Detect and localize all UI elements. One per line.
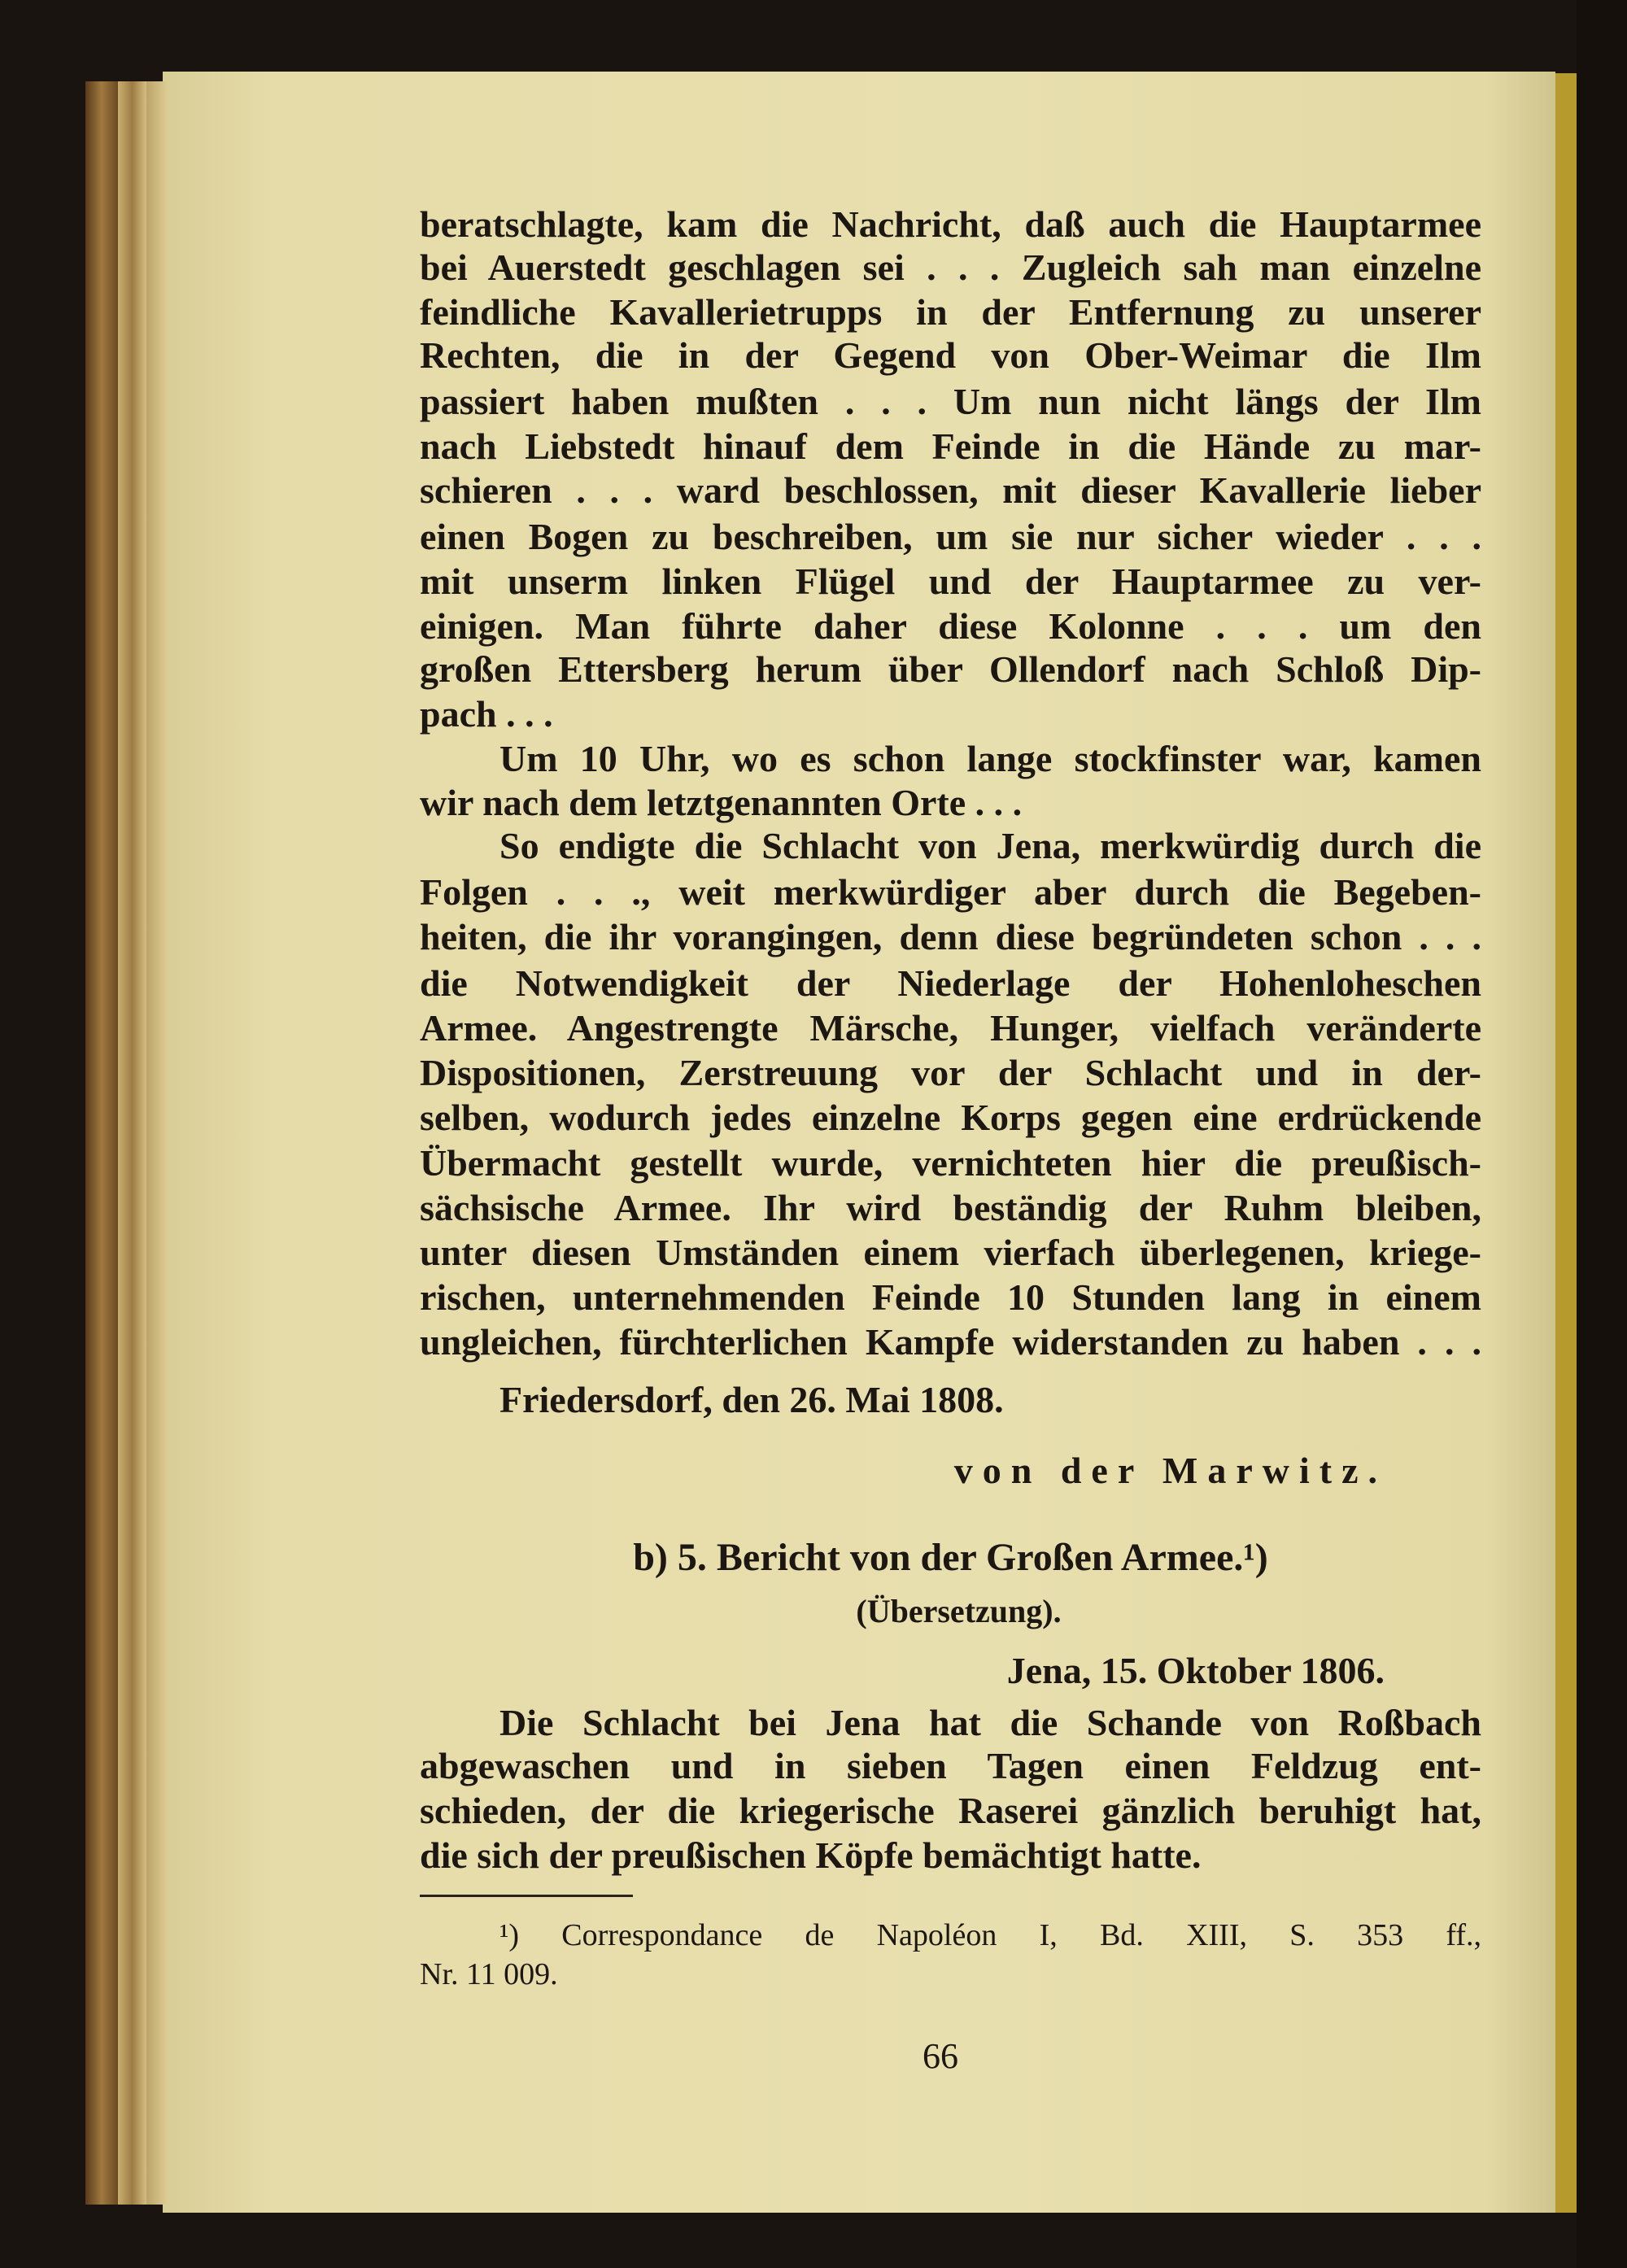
facing-page-edge bbox=[1555, 73, 1577, 2213]
background-right bbox=[1577, 0, 1627, 2268]
text-line: die Notwendigkeit der Niederlage der Hohenloheschen bbox=[420, 962, 1481, 1004]
text-line: unter diesen Umständen einem vierfach überlegenen, kriege- bbox=[420, 1232, 1481, 1273]
text-line: schieden, der die kriegerische Raserei gänzlich beruhigt hat, bbox=[420, 1790, 1481, 1831]
report-date: Jena, 15. Oktober 1806. bbox=[1006, 1650, 1385, 1691]
text-line: passiert haben mußten . . . Um nun nicht längs der Ilm bbox=[420, 381, 1481, 422]
text-line: einigen. Man führte daher diese Kolonne . . . um den bbox=[420, 605, 1481, 647]
text-line: mit unserm linken Flügel und der Hauptarmee zu ver- bbox=[420, 560, 1481, 602]
footnote-divider bbox=[420, 1895, 633, 1897]
text-line: Übermacht gestellt wurde, vernichteten hier die preußisch- bbox=[420, 1142, 1481, 1184]
text-line: schieren . . . ward beschlossen, mit dieser Kavallerie lieber bbox=[420, 469, 1481, 511]
page-edge-stack bbox=[118, 81, 146, 2205]
text-line: selben, wodurch jedes einzelne Korps gegen eine erdrückende bbox=[420, 1097, 1481, 1138]
text-line: pach . . . bbox=[420, 693, 553, 735]
text-line: großen Ettersberg herum über Ollendorf nach Schloß Dip- bbox=[420, 648, 1481, 690]
text-line: Um 10 Uhr, wo es schon lange stockfinster war, kamen bbox=[499, 738, 1481, 779]
text-line: beratschlagte, kam die Nachricht, daß auch die Hauptarmee bbox=[420, 203, 1481, 245]
section-heading: b) 5. Bericht von der Großen Armee.¹) bbox=[633, 1536, 1268, 1579]
text-line: rischen, unternehmenden Feinde 10 Stunden lang in einem bbox=[420, 1276, 1481, 1318]
text-line: wir nach dem letztgenannten Orte . . . bbox=[420, 782, 1023, 823]
text-line: Folgen . . ., weit merkwürdiger aber durch die Begeben- bbox=[420, 871, 1481, 913]
place-date: Friedersdorf, den 26. Mai 1808. bbox=[499, 1379, 1004, 1420]
signature: von der Marwitz. bbox=[953, 1450, 1387, 1491]
text-line: ungleichen, fürchterlichen Kampfe widerstanden zu haben . . . bbox=[420, 1321, 1481, 1363]
text-line: sächsische Armee. Ihr wird beständig der Ruhm bleiben, bbox=[420, 1187, 1481, 1228]
text-line: So endigte die Schlacht von Jena, merkwürdig durch die bbox=[499, 825, 1481, 866]
text-line: abgewaschen und in sieben Tagen einen Feldzug ent- bbox=[420, 1745, 1481, 1786]
text-line: Die Schlacht bei Jena hat die Schande von Roßbach bbox=[499, 1702, 1481, 1743]
text-line: nach Liebstedt hinauf dem Feinde in die Hände zu mar- bbox=[420, 425, 1481, 467]
text-line: Dispositionen, Zerstreuung vor der Schlacht und in der- bbox=[420, 1052, 1481, 1093]
footnote-line: ¹) Correspondance de Napoléon I, Bd. XIII, S. 353 ff., bbox=[499, 1918, 1481, 1952]
page-number: 66 bbox=[923, 2036, 958, 2076]
text-line: bei Auerstedt geschlagen sei . . . Zugleich sah man einzelne bbox=[420, 246, 1481, 288]
text-line: einen Bogen zu beschreiben, um sie nur sicher wieder . . . bbox=[420, 516, 1481, 557]
page-edge-stack bbox=[85, 81, 118, 2205]
text-line: feindliche Kavallerietrupps in der Entfernung zu unserer bbox=[420, 291, 1481, 333]
footnote-line: Nr. 11 009. bbox=[420, 1957, 558, 1991]
page-edge-stack bbox=[146, 81, 167, 2205]
text-line: Armee. Angestrengte Märsche, Hunger, vielfach veränderte bbox=[420, 1007, 1481, 1049]
text-line: Rechten, die in der Gegend von Ober-Weimar die Ilm bbox=[420, 334, 1481, 376]
text-line: heiten, die ihr vorangingen, denn diese begründeten schon . . . bbox=[420, 916, 1481, 957]
text-line: die sich der preußischen Köpfe bemächtigt hatte. bbox=[420, 1834, 1202, 1876]
section-subtitle: (Übersetzung). bbox=[856, 1593, 1062, 1629]
